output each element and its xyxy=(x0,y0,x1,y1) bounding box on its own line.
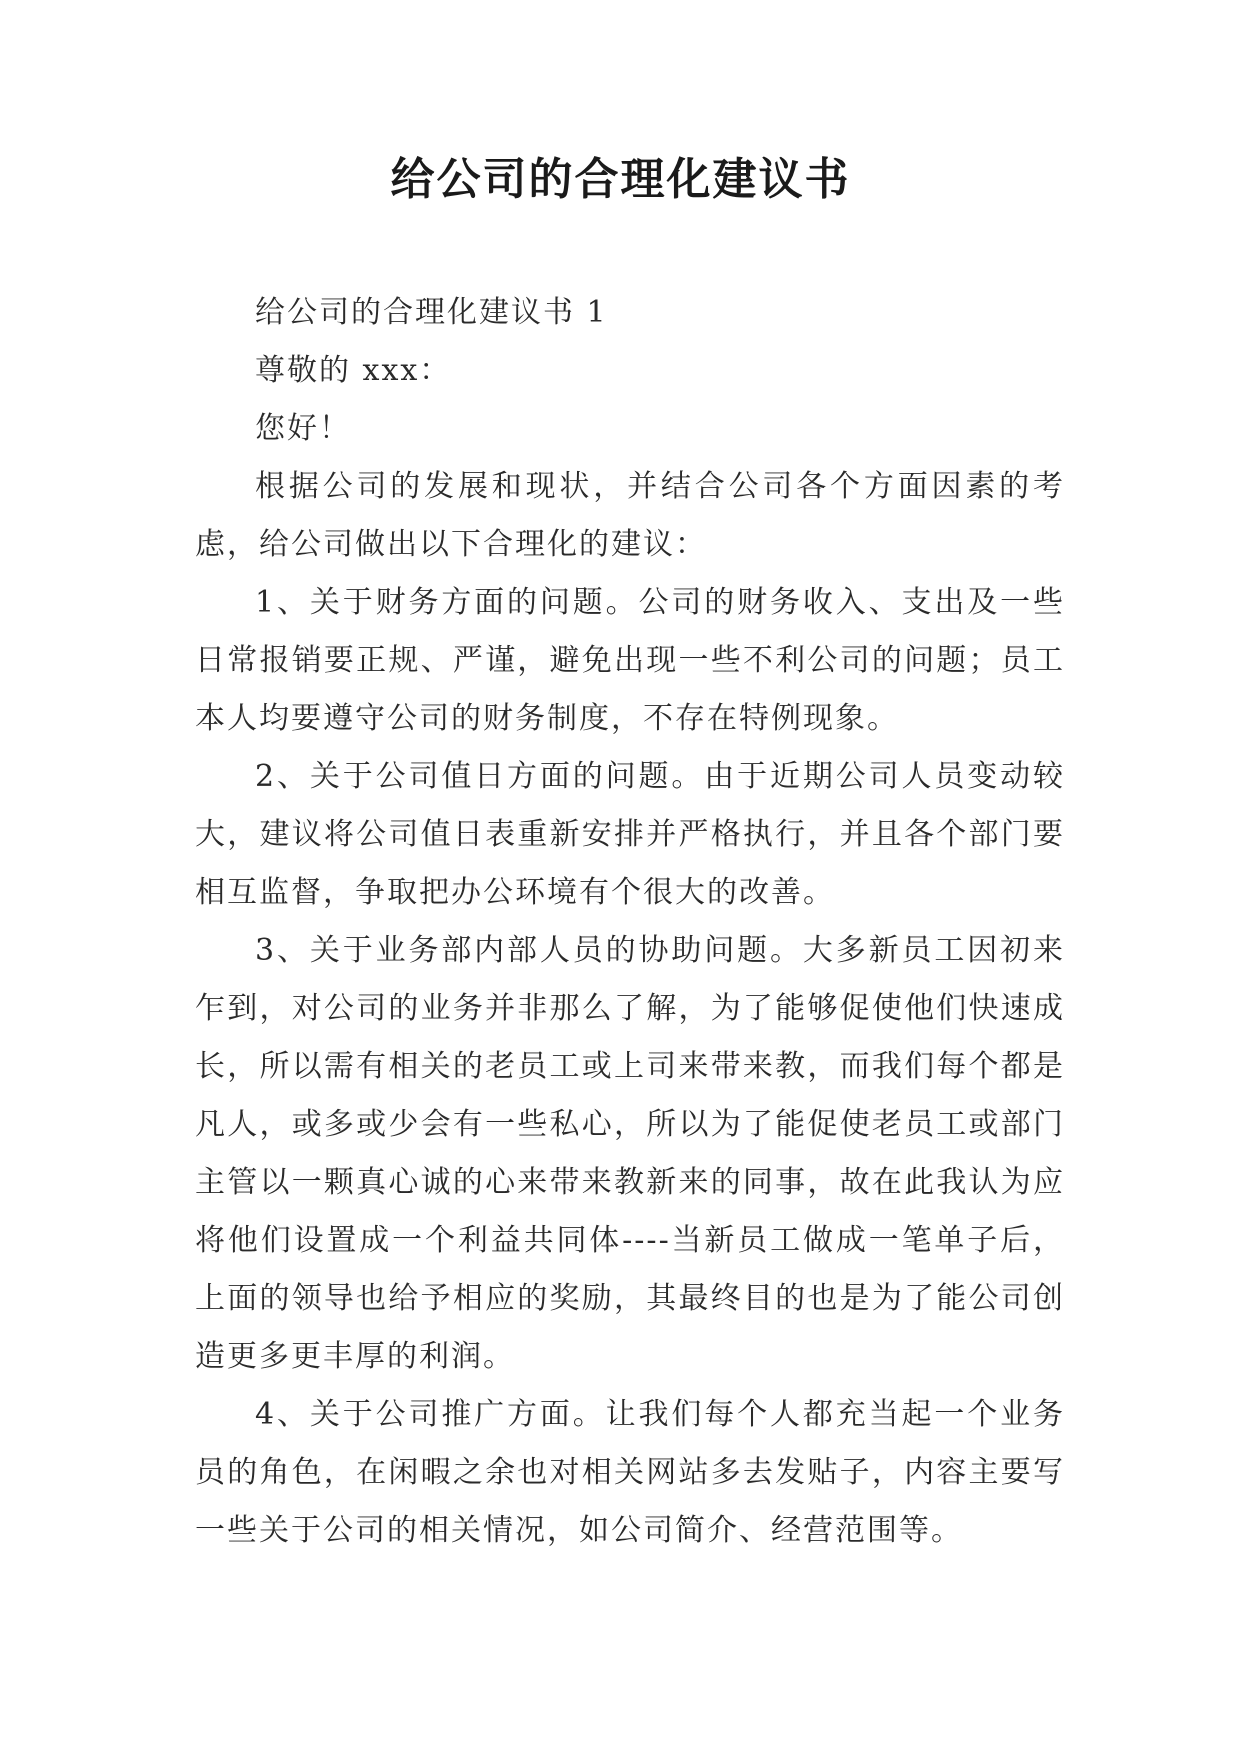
suggestion-paragraph-3: 3、关于业务部内部人员的协助问题。大多新员工因初来乍到，对公司的业务并非那么了解，为了能够促使他们快速成长，所以需有相关的老员工或上司来带来教，而我们每个都是凡人，或多或少会有一些私心，所以为了能促使老员工或部门主管以一颗真心诚的心来带来教新来的同事，故在此我认为应将他们设置成一个利益共同体----当新员工做成一笔单子后，上面的领导也给予相应的奖励，其最终目的也是为了能公司创造更多更丰厚的利润。 xyxy=(195,933,1065,1374)
document-title: 给公司的合理化建议书 xyxy=(390,154,851,205)
suggestion-paragraph-2: 2、关于公司值日方面的问题。由于近期公司人员变动较大，建议将公司值日表重新安排并严格执行，并且各个部门要相互监督，争取把办公环境有个很大的改善。 xyxy=(195,759,1065,910)
suggestion-paragraph-4: 4、关于公司推广方面。让我们每个人都充当起一个业务员的角色，在闲暇之余也对相关网站多去发贴子，内容主要写一些关于公司的相关情况，如公司简介、经营范围等。 xyxy=(195,1397,1065,1548)
greeting: 您好！ xyxy=(255,411,351,446)
salutation: 尊敬的 xxx： xyxy=(255,353,452,388)
suggestion-paragraph-1: 1、关于财务方面的问题。公司的财务收入、支出及一些日常报销要正规、严谨，避免出现一些不利公司的问题；员工本人均要遵守公司的财务制度，不存在特例现象。 xyxy=(195,585,1065,736)
document-subtitle: 给公司的合理化建议书 1 xyxy=(255,295,608,330)
intro-paragraph: 根据公司的发展和现状，并结合公司各个方面因素的考虑，给公司做出以下合理化的建议： xyxy=(195,469,1065,562)
document-body xyxy=(195,284,1065,1560)
